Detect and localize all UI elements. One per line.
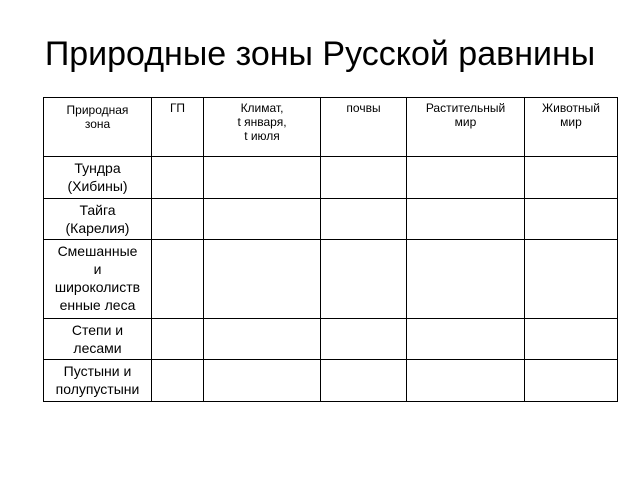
table-cell-soils	[321, 240, 407, 319]
table-row	[44, 360, 618, 402]
table-cell-soils	[321, 157, 407, 199]
header-text-line: мир	[560, 115, 582, 129]
header-cell-fauna	[525, 98, 618, 157]
table-cell-gp	[152, 360, 204, 402]
header-text-line: Животный	[542, 101, 600, 115]
table-cell-fauna	[525, 157, 618, 199]
table-cell-soils	[321, 199, 407, 240]
header-text-line: ГП	[169, 101, 186, 115]
header-text-line: почвы	[346, 101, 381, 115]
header-text-line: зона	[84, 117, 111, 131]
table-cell-fauna	[525, 319, 618, 360]
zone-name-line: Пустыни и	[63, 363, 132, 379]
table-cell-fauna	[525, 360, 618, 402]
table-cell-soils	[321, 319, 407, 360]
zone-name-cell	[44, 157, 152, 199]
table-row	[44, 199, 618, 240]
table-cell-climate	[204, 319, 321, 360]
table-cell-fauna	[525, 199, 618, 240]
table-cell-gp	[152, 199, 204, 240]
zone-name-line: (Карелия)	[65, 220, 130, 236]
zone-name-line: (Хибины)	[67, 178, 128, 194]
table-cell-soils	[321, 360, 407, 402]
header-text-line: мир	[454, 115, 477, 129]
table-row	[44, 157, 618, 199]
header-cell-climate	[204, 98, 321, 157]
table-row	[44, 240, 618, 319]
header-text-line: Растительный	[425, 101, 506, 115]
table-cell-climate	[204, 240, 321, 319]
natural-zones-table	[43, 97, 618, 402]
header-text-line: t января,	[237, 115, 287, 129]
header-cell-zone	[44, 98, 152, 157]
zone-name-cell	[44, 240, 152, 319]
table-cell-flora	[407, 199, 525, 240]
zone-name-line: и	[93, 261, 102, 277]
zone-name-cell	[44, 360, 152, 402]
page-title: Природные зоны Русской равнины	[44, 35, 596, 73]
table-row	[44, 319, 618, 360]
zone-name-cell	[44, 319, 152, 360]
zone-name-line: Тундра	[74, 160, 121, 176]
table-cell-climate	[204, 157, 321, 199]
zone-name-line: Степи и	[71, 322, 124, 338]
table-header-row	[44, 98, 618, 157]
header-text-line: Природная	[66, 103, 129, 117]
header-cell-soils	[321, 98, 407, 157]
zone-name-cell	[44, 199, 152, 240]
header-text-line: Климат,	[240, 101, 284, 115]
table-cell-flora	[407, 360, 525, 402]
table-cell-gp	[152, 157, 204, 199]
header-text-line: t июля	[244, 129, 280, 143]
zone-name-line: полупустыни	[55, 381, 140, 397]
zone-name-line: енные леса	[59, 297, 136, 313]
table-cell-climate	[204, 199, 321, 240]
table-cell-fauna	[525, 240, 618, 319]
table-cell-gp	[152, 319, 204, 360]
table-cell-climate	[204, 360, 321, 402]
zone-name-line: лесами	[73, 340, 122, 356]
zone-name-line: Смешанные	[57, 243, 138, 259]
table-cell-flora	[407, 240, 525, 319]
table-cell-gp	[152, 240, 204, 319]
table-cell-flora	[407, 319, 525, 360]
header-cell-flora	[407, 98, 525, 157]
table-cell-flora	[407, 157, 525, 199]
header-cell-gp	[152, 98, 204, 157]
zone-name-line: широколиств	[54, 279, 141, 295]
zone-name-line: Тайга	[79, 202, 116, 218]
